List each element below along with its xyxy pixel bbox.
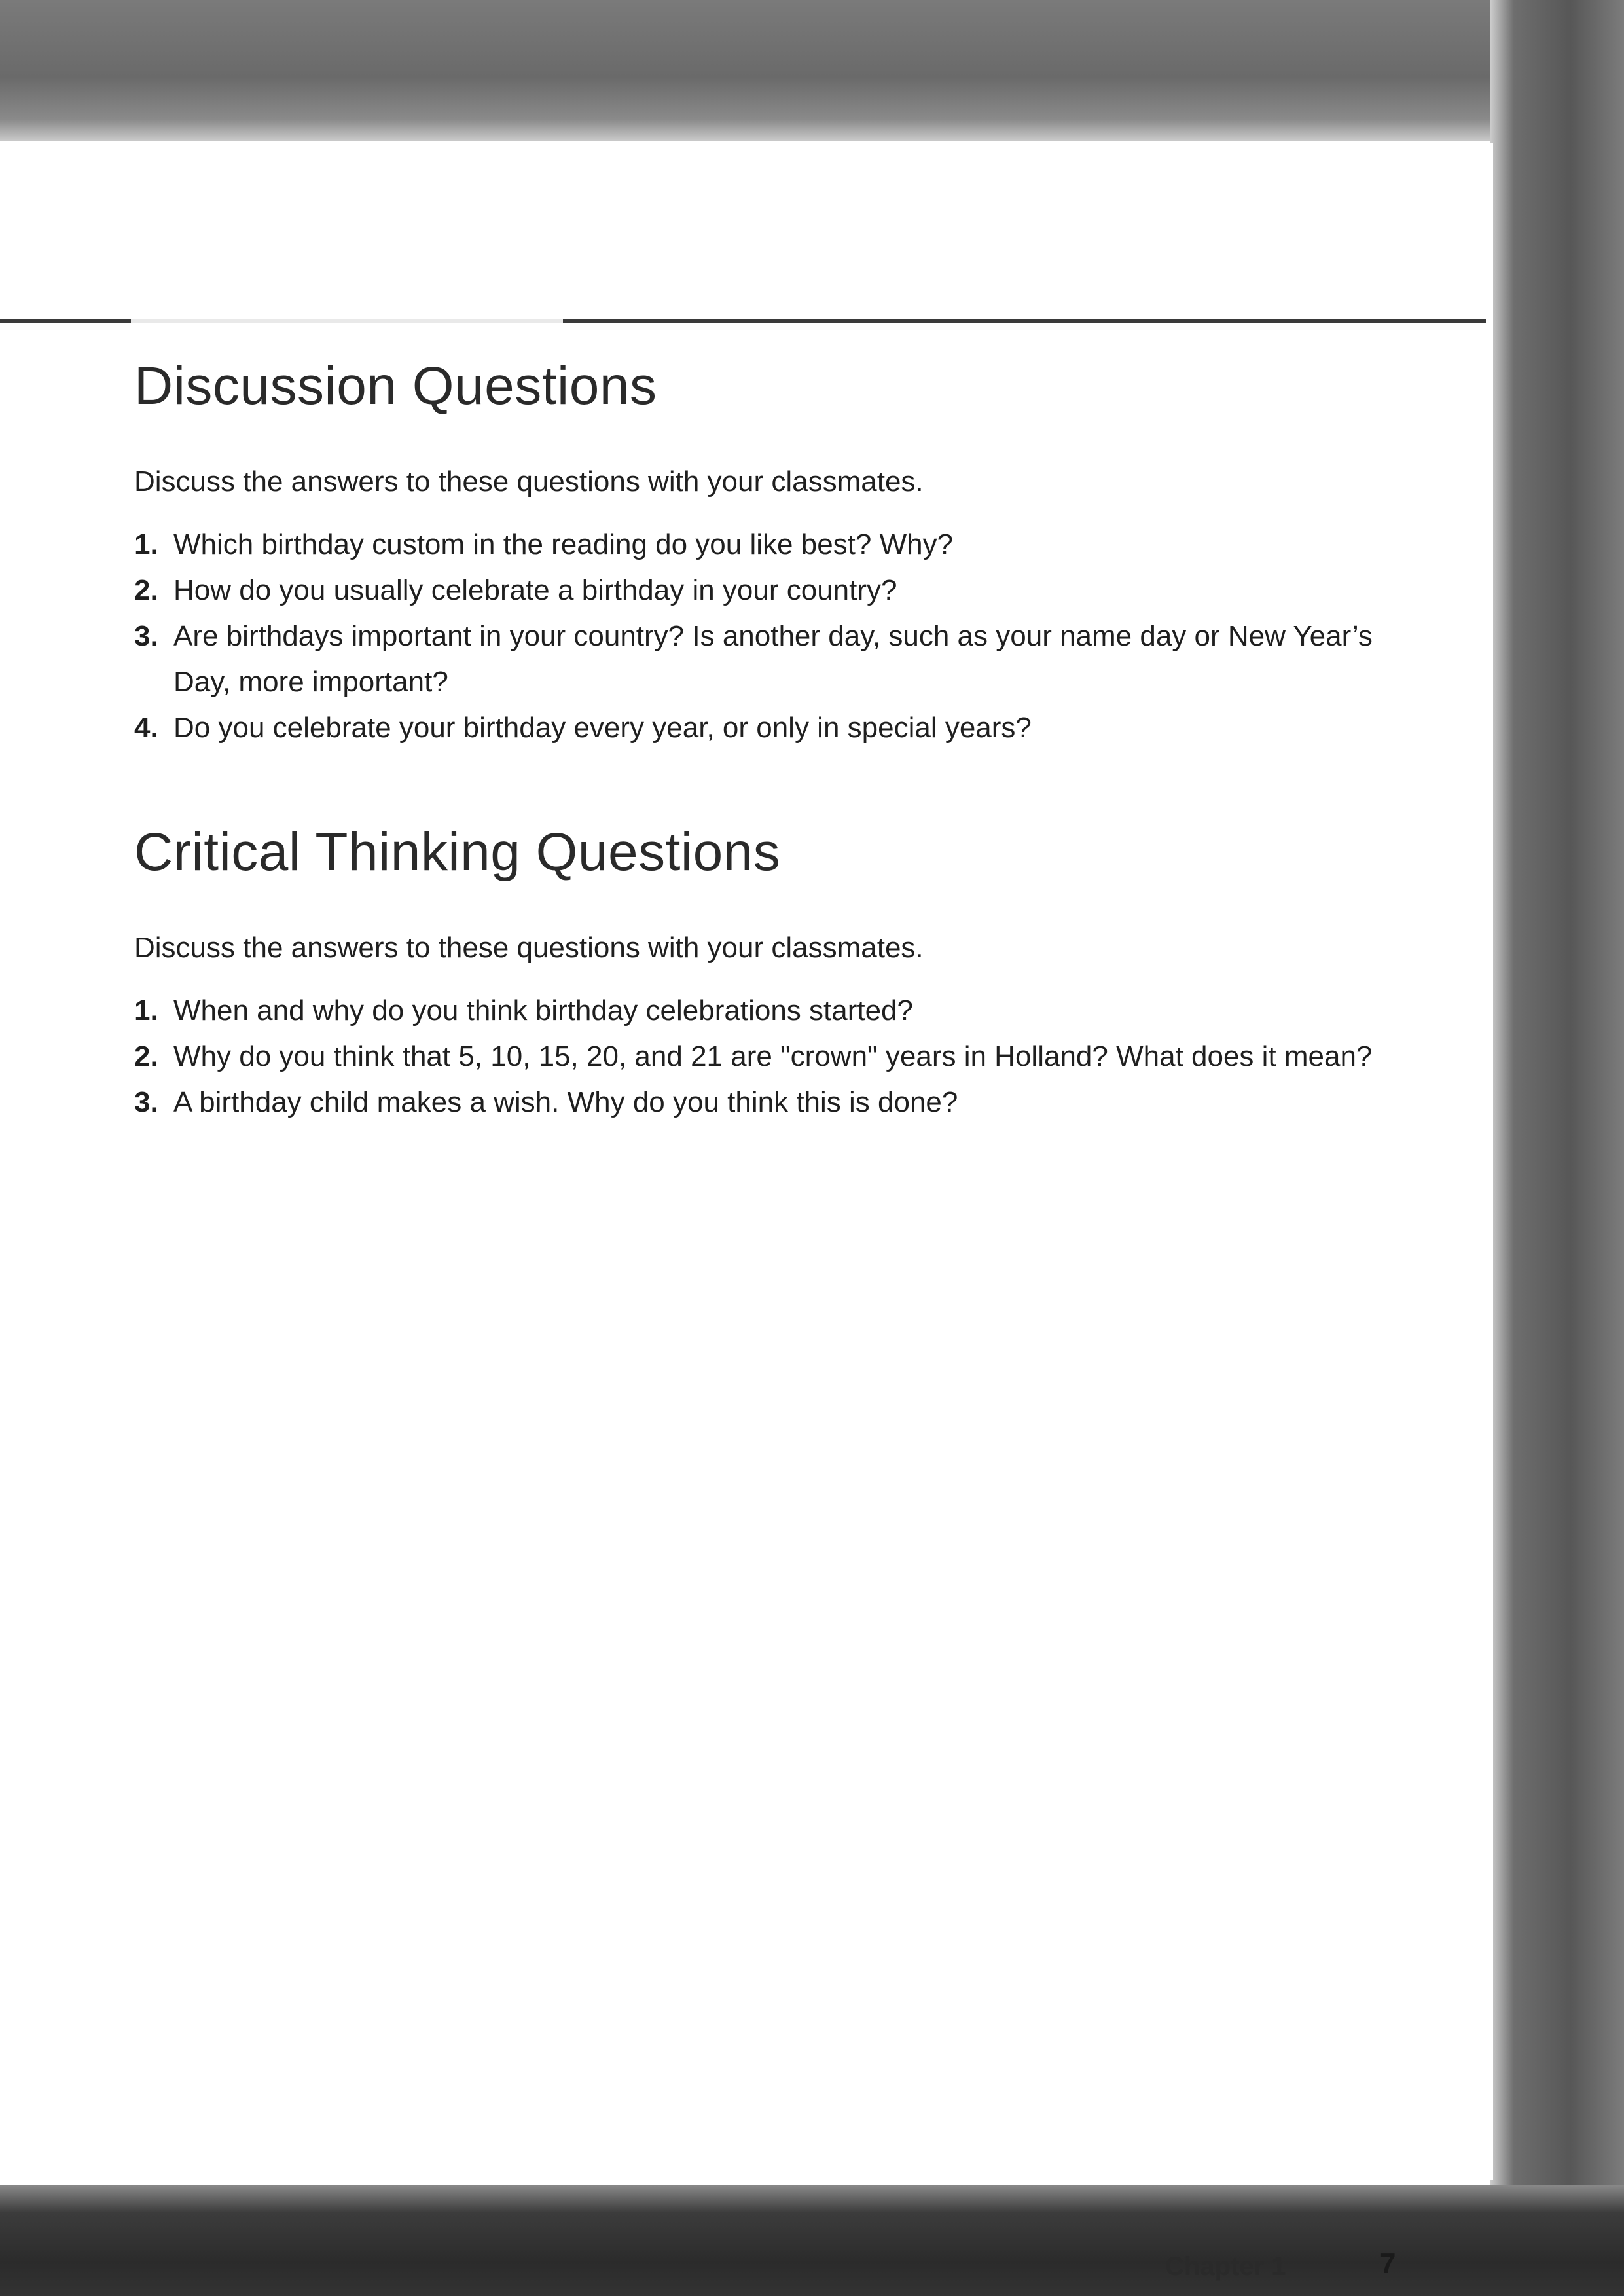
critical-thinking-question-list [134, 988, 1411, 1125]
question-number: 1. [134, 994, 158, 1027]
question-text: How do you usually celebrate a birthday in your country? [173, 574, 897, 606]
critical-thinking-section [134, 822, 1411, 1125]
scan-shadow-top [0, 0, 1624, 141]
discussion-intro: Discuss the answers to these questions with your classmates. [134, 465, 924, 498]
question-number: 3. [134, 1085, 158, 1118]
question-number: 2. [134, 1040, 158, 1072]
question-number: 1. [134, 528, 158, 560]
question-text: A birthday child makes a wish. Why do you think this is done? [173, 1085, 958, 1118]
question-text: When and why do you think birthday celebrations started? [173, 994, 913, 1027]
header-rule-faded-segment [131, 319, 563, 323]
discussion-question-3 [134, 613, 1411, 705]
footer-chapter-label: Chapter 1 [1165, 2252, 1286, 2281]
footer-page-number: 7 [1380, 2248, 1396, 2280]
question-number: 3. [134, 619, 158, 652]
book-page [0, 143, 1493, 2281]
critical-thinking-heading: Critical Thinking Questions [134, 822, 781, 882]
question-text: Which birthday custom in the reading do you like best? Why? [173, 528, 954, 560]
discussion-question-4 [134, 705, 1411, 751]
discussion-heading: Discussion Questions [134, 356, 657, 416]
discussion-questions-section [134, 355, 1411, 751]
question-number: 2. [134, 574, 158, 606]
critical-question-3 [134, 1080, 1411, 1125]
critical-question-1 [134, 988, 1411, 1034]
scan-shadow-right [1490, 0, 1624, 2296]
question-text: Do you celebrate your birthday every year, or only in special years? [173, 711, 1032, 744]
critical-thinking-intro: Discuss the answers to these questions with your classmates. [134, 932, 924, 964]
discussion-question-1 [134, 522, 1411, 568]
question-text: Are birthdays important in your country? Is another day, such as your name day or New Year’s Day, more important? [173, 619, 1373, 698]
critical-question-2 [134, 1034, 1411, 1080]
discussion-question-2 [134, 568, 1411, 613]
question-text: Why do you think that 5, 10, 15, 20, and 21 are "crown" years in Holland? What does it mean? [173, 1040, 1373, 1072]
discussion-question-list [134, 522, 1411, 751]
question-number: 4. [134, 711, 158, 744]
page-content [134, 355, 1411, 1125]
